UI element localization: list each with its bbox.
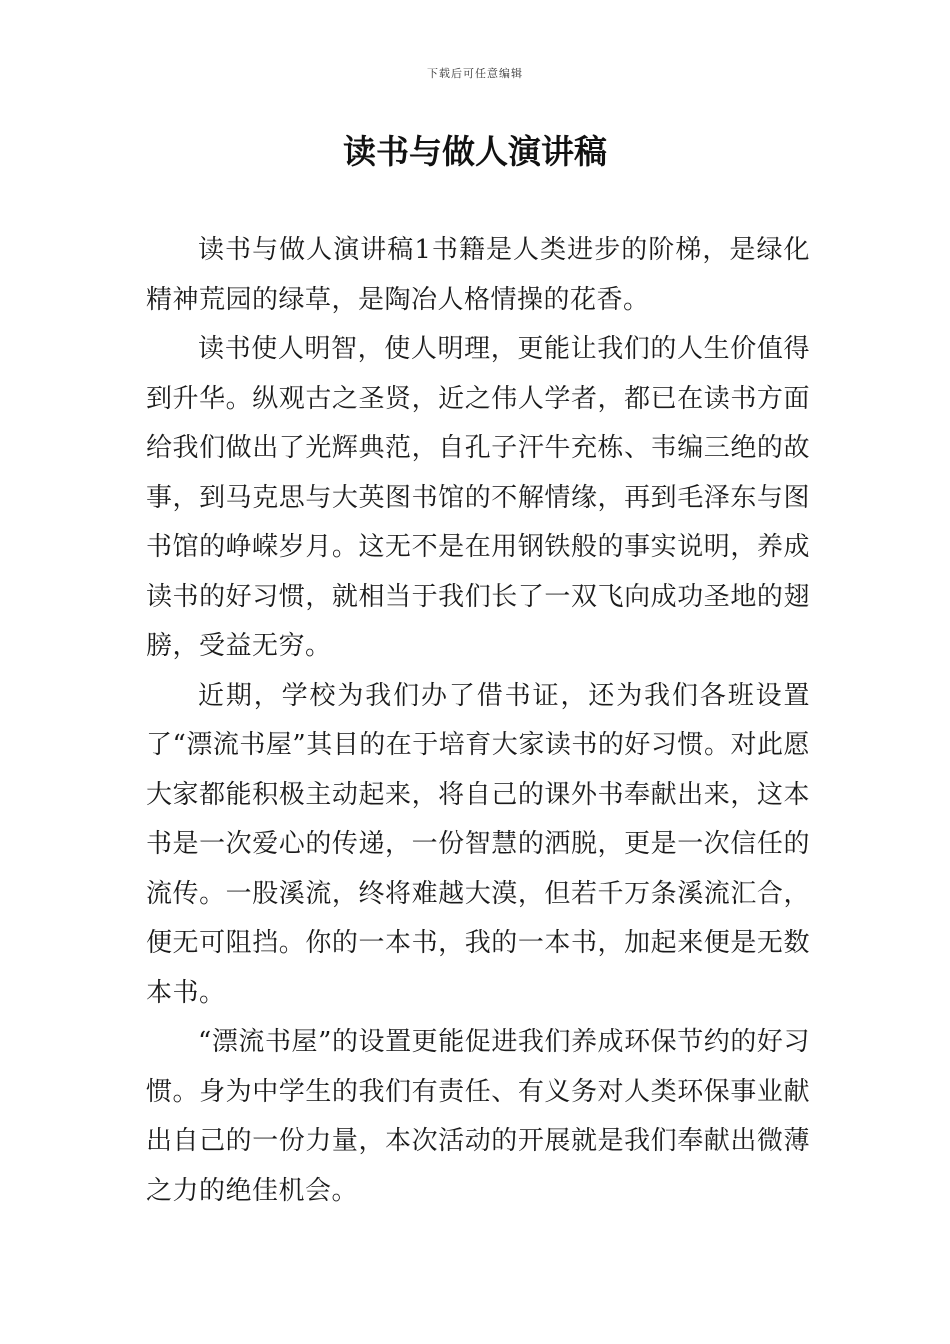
header-note: 下载后可任意编辑 — [427, 67, 523, 80]
paragraph-1: 读书与做人演讲稿1书籍是人类进步的阶梯，是绿化精神荒园的绿草，是陶冶人格情操的花香。 — [146, 235, 810, 315]
document-body — [146, 226, 810, 1216]
page-title: 读书与做人演讲稿 — [343, 132, 607, 171]
paragraph-4: “漂流书屋”的设置更能促进我们养成环保节约的好习惯。身为中学生的我们有责任、有义务对人类环保事业献出自己的一份力量，本次活动的开展就是我们奉献出微薄之力的绝佳机会。 — [146, 1027, 810, 1206]
paragraph-3: 近期，学校为我们办了借书证，还为我们各班设置了“漂流书屋”其目的在于培育大家读书的好习惯。对此愿大家都能积极主动起来，将自己的课外书奉献出来，这本书是一次爱心的传递，一份智慧的洒脱，更是一次信任的流传。一股溪流，终将难越大漠，但若千万条溪流汇合，便无可阻挡。你的一本书，我的一本书，加起来便是无数本书。 — [146, 680, 810, 1008]
paragraph-2: 读书使人明智，使人明理，更能让我们的人生价值得到升华。纵观古之圣贤，近之伟人学者，都已在读书方面给我们做出了光辉典范，自孔子汗牛充栋、韦编三绝的故事，到马克思与大英图书馆的不解情缘，再到毛泽东与图书馆的峥嵘岁月。这无不是在用钢铁般的事实说明，养成读书的好习惯，就相当于我们长了一双飞向成功圣地的翅膀，受益无穷。 — [146, 334, 810, 661]
